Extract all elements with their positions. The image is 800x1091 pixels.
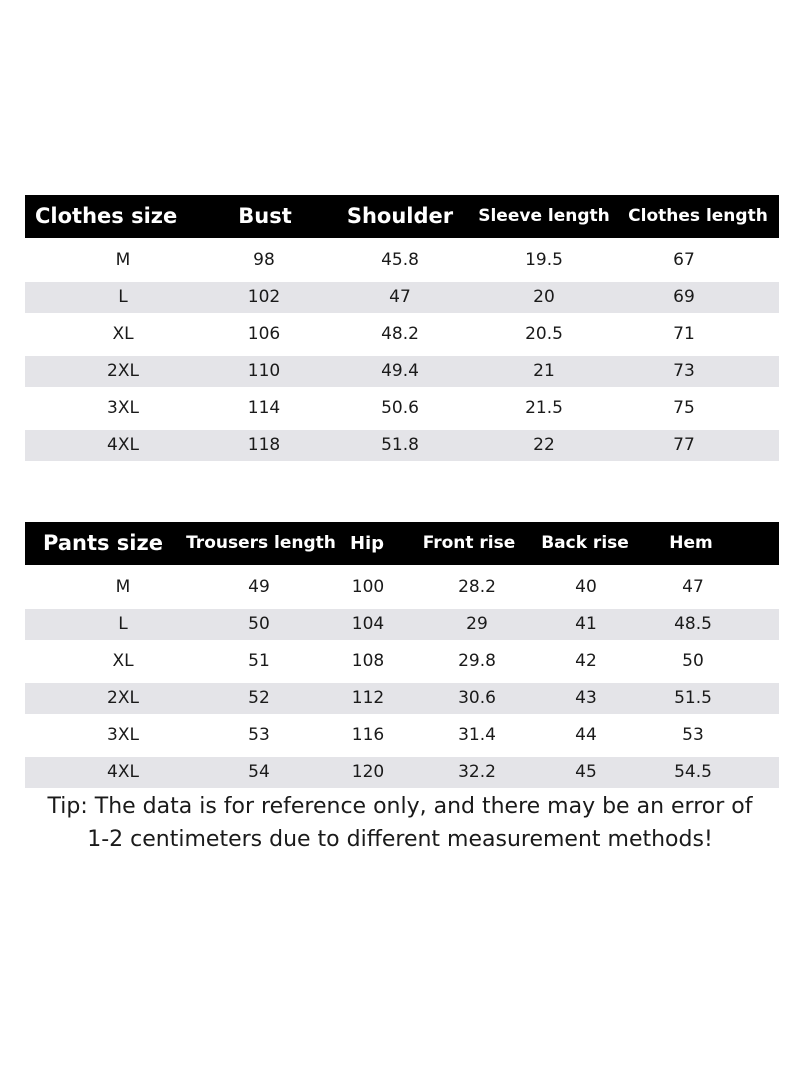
trousers-length-cell: 52 xyxy=(248,688,270,708)
header-trousers-length: Trousers length xyxy=(186,533,336,553)
size-cell: M xyxy=(115,577,131,597)
hem-cell: 48.5 xyxy=(674,614,712,634)
table-row xyxy=(25,720,779,751)
hip-cell: 104 xyxy=(351,614,385,634)
table-row xyxy=(25,609,779,640)
hip-cell: 108 xyxy=(351,651,385,671)
pants-size-table xyxy=(25,522,779,788)
header-hem: Hem xyxy=(669,533,713,553)
hem-cell: 53 xyxy=(682,725,704,745)
trousers-length-cell: 50 xyxy=(248,614,270,634)
bust-cell: 98 xyxy=(253,250,275,270)
table-row xyxy=(25,430,779,461)
back-rise-cell: 43 xyxy=(575,688,597,708)
table-row xyxy=(25,319,779,350)
sleeve-length-cell: 22 xyxy=(533,435,555,455)
bust-cell: 102 xyxy=(247,287,281,307)
front-rise-cell: 29 xyxy=(466,614,488,634)
clothes-table-header xyxy=(25,195,779,238)
tip-line-2: 1-2 centimeters due to different measurement methods! xyxy=(87,827,713,852)
hip-cell: 112 xyxy=(351,688,385,708)
clothes-size-table xyxy=(25,195,779,461)
hem-cell: 54.5 xyxy=(674,762,712,782)
clothes-length-cell: 67 xyxy=(673,250,695,270)
clothes-length-cell: 69 xyxy=(673,287,695,307)
shoulder-cell: 49.4 xyxy=(381,361,419,381)
table-row xyxy=(25,683,779,714)
header-hip: Hip xyxy=(349,533,385,554)
front-rise-cell: 30.6 xyxy=(458,688,496,708)
size-cell: 2XL xyxy=(107,688,139,708)
bust-cell: 110 xyxy=(247,361,281,381)
trousers-length-cell: 51 xyxy=(248,651,270,671)
table-row xyxy=(25,572,779,603)
back-rise-cell: 41 xyxy=(575,614,597,634)
table-row xyxy=(25,356,779,387)
header-front-rise: Front rise xyxy=(422,533,516,553)
size-cell: L xyxy=(118,287,128,307)
back-rise-cell: 45 xyxy=(575,762,597,782)
bust-cell: 106 xyxy=(247,324,281,344)
tip-line-1: Tip: The data is for reference only, and there may be an error of xyxy=(47,794,753,819)
header-clothes-size: Clothes size xyxy=(35,204,178,228)
size-cell: L xyxy=(118,614,128,634)
front-rise-cell: 28.2 xyxy=(458,577,496,597)
shoulder-cell: 47 xyxy=(389,287,411,307)
clothes-length-cell: 75 xyxy=(673,398,695,418)
hip-cell: 116 xyxy=(351,725,385,745)
size-cell: 3XL xyxy=(107,398,139,418)
hem-cell: 50 xyxy=(682,651,704,671)
bust-cell: 118 xyxy=(247,435,281,455)
shoulder-cell: 50.6 xyxy=(381,398,419,418)
shoulder-cell: 48.2 xyxy=(381,324,419,344)
clothes-length-cell: 71 xyxy=(673,324,695,344)
shoulder-cell: 45.8 xyxy=(381,250,419,270)
table-row xyxy=(25,245,779,276)
measurement-tip xyxy=(20,790,780,856)
hip-cell: 120 xyxy=(351,762,385,782)
sleeve-length-cell: 20 xyxy=(533,287,555,307)
back-rise-cell: 42 xyxy=(575,651,597,671)
header-bust: Bust xyxy=(238,204,292,228)
size-cell: 3XL xyxy=(107,725,139,745)
sleeve-length-cell: 21 xyxy=(533,361,555,381)
front-rise-cell: 31.4 xyxy=(458,725,496,745)
front-rise-cell: 32.2 xyxy=(458,762,496,782)
bust-cell: 114 xyxy=(247,398,281,418)
back-rise-cell: 40 xyxy=(575,577,597,597)
header-back-rise: Back rise xyxy=(541,533,629,553)
header-clothes-length: Clothes length xyxy=(628,206,768,226)
trousers-length-cell: 54 xyxy=(248,762,270,782)
size-cell: 2XL xyxy=(107,361,139,381)
back-rise-cell: 44 xyxy=(575,725,597,745)
hem-cell: 51.5 xyxy=(674,688,712,708)
front-rise-cell: 29.8 xyxy=(458,651,496,671)
header-sleeve-length: Sleeve length xyxy=(478,206,610,226)
table-row xyxy=(25,282,779,313)
trousers-length-cell: 53 xyxy=(248,725,270,745)
trousers-length-cell: 49 xyxy=(248,577,270,597)
hip-cell: 100 xyxy=(351,577,385,597)
size-cell: XL xyxy=(112,324,134,344)
header-shoulder: Shoulder xyxy=(346,204,454,228)
table-row xyxy=(25,757,779,788)
sleeve-length-cell: 20.5 xyxy=(525,324,563,344)
clothes-length-cell: 77 xyxy=(673,435,695,455)
size-cell: M xyxy=(115,250,131,270)
pants-table-header xyxy=(25,522,779,565)
table-row xyxy=(25,646,779,677)
header-pants-size: Pants size xyxy=(43,531,163,555)
clothes-length-cell: 73 xyxy=(673,361,695,381)
sleeve-length-cell: 21.5 xyxy=(525,398,563,418)
size-cell: XL xyxy=(112,651,134,671)
size-cell: 4XL xyxy=(107,435,139,455)
table-row xyxy=(25,393,779,424)
hem-cell: 47 xyxy=(682,577,704,597)
size-cell: 4XL xyxy=(107,762,139,782)
sleeve-length-cell: 19.5 xyxy=(525,250,563,270)
shoulder-cell: 51.8 xyxy=(381,435,419,455)
